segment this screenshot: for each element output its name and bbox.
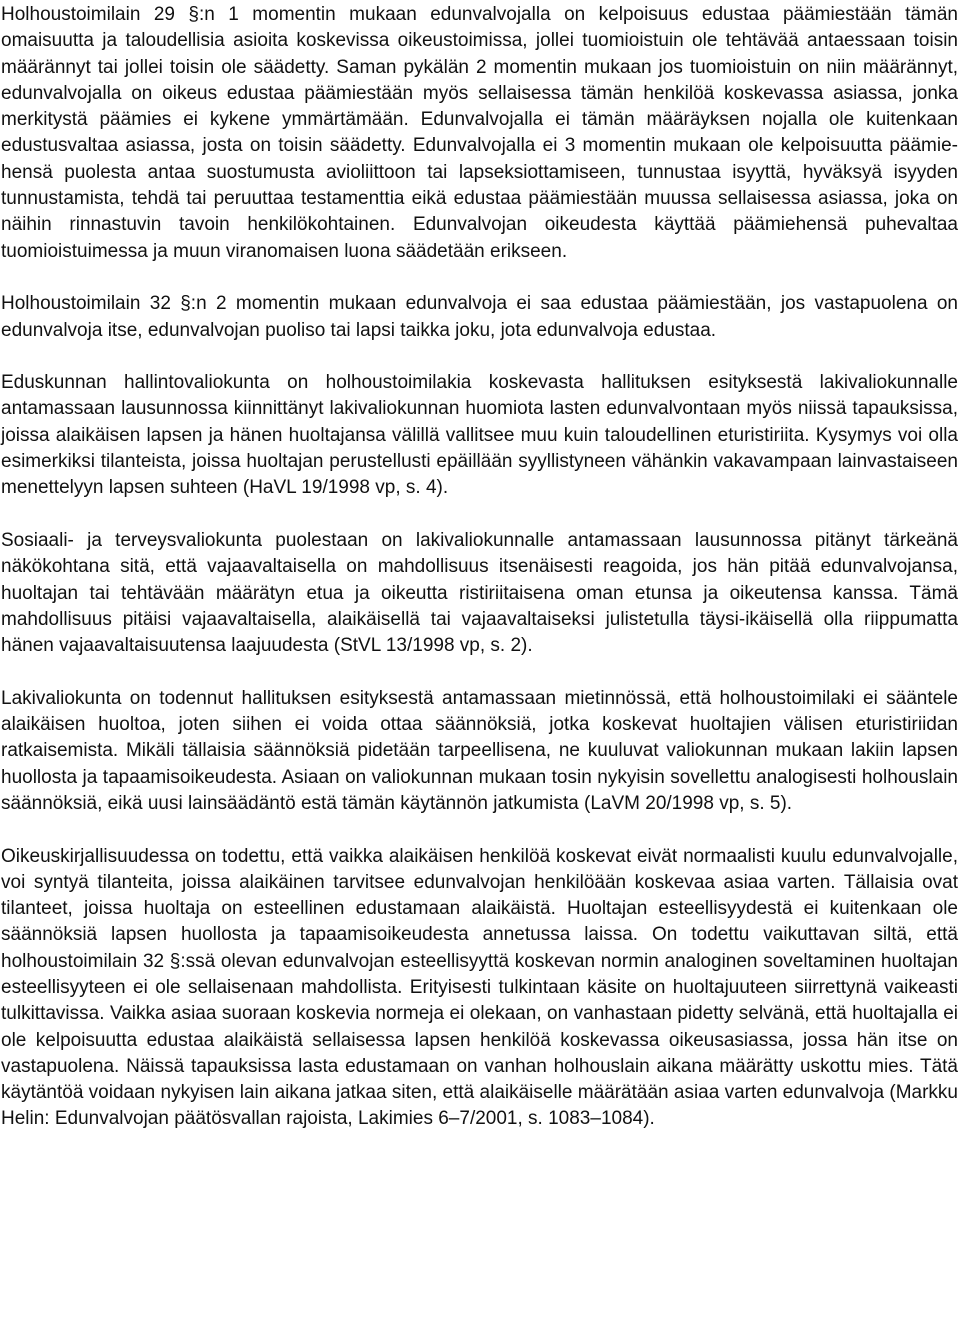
paragraph-legal-affairs-committee: Lakivaliokunta on todennut hallituksen esityksestä antamassaan mietinnössä, että holhoustoimilaki ei sääntele alaikäisen huoltoa, joten siihen ei voida ottaa säännöksiä, jotka koskevat huoltajien välisen eturistiriidan ratkaisemista. Mikäli tällaisia säännöksiä pidetään tarpeellisena, ne kuuluvat valiokunnan mukaan lakiin lapsen huollosta ja tapaamisoikeudesta. Asiaan on valiokunnan mukaan tosin nykyisin sovellettu analogisesti holhouslain säännöksiä, eikä uusi lainsäädäntö estä tämän käytännön jatkumista (LaVM 20/1998 vp, s. 5). — [1, 687, 958, 814]
paragraph-administration-committee: Eduskunnan hallintovaliokunta on holhoustoimilakia koskevasta hallituksen esityksestä lakivaliokunnalle antamassaan lausunnossa kiinnittänyt lakivaliokunnan huomiota lasten edunvalvontaan myös niissä tapauksissa, joissa alaikäisen lapsen ja hänen huoltajansa välillä vallitsee muu kuin taloudellinen eturistiriita. Kysymys voi olla esimerkiksi tilanteista, joissa huoltajan perustellusti epäillään syyllistyneen vähänkin vakavampaan lainvastaiseen menettelyyn lapsen suhteen (HaVL 19/1998 vp, s. 4). — [1, 372, 958, 499]
paragraph-social-affairs-committee: Sosiaali- ja terveysvaliokunta puolestaan on lakivaliokunnalle antamassaan lausunnossa pitänyt tärkeänä näkökohtana sitä, että vajaavaltaisella on mahdollisuus itsenäisesti reagoida, jos hän pitää edunvalvojansa, huoltajan tai tehtävään määrätyn etua ja oikeutta ristiriitaisena oman etunsa ja oikeutensa kanssa. Tämä mahdollisuus pitäisi vajaavaltaisella, alaikäisellä tai vajaavaltaiseksi julistetulla täysi-ikäisellä olla riippumatta hänen vajaavaltaisuutensa laajuudesta (StVL 13/1998 vp, s. 2). — [1, 529, 958, 657]
paragraph-guardian-competence: Holhoustoimilain 29 §:n 1 momentin mukaan edunvalvojalla on kelpoisuus edustaa päämiestään tämän omaisuutta ja taloudellisia asioita koskevissa oikeustoimissa, jollei tuomioistuin ole tehtävää antaessaan toisin määrännyt tai jollei toisin ole säädetty. Saman pykälän 2 momentin mukaan jos tuomioistuin on niin määrännyt, edunvalvojalla on oikeus edustaa päämiestään myös sellaisessa tämän henkilöä koskevassa asiassa, jonka merkitystä päämies ei kykene ymmärtämään. Edunvalvojalla ei tämän määräyksen nojalla ole kuitenkaan edustusvaltaa asiassa, josta on toisin säädetty. Edunvalvojalla ei 3 momentin mukaan ole kelpoisuutta päämiehensä puolesta antaa suostumusta avioliittoon tai lapseksiottamiseen, tunnustaa isyyttä, hyväksyä isyyden tunnustamista, tehdä tai peruuttaa testamenttia eikä edustaa päämiestään muussa sellaisessa asiassa, joka on näihin rinnastuvin tavoin henkilökohtainen. Edunvalvojan oikeudesta käyttää päämiehensä puhevaltaa tuomioistuimessa ja muun viranomaisen luona säädetään erikseen. — [1, 4, 958, 262]
paragraph-legal-literature: Oikeuskirjallisuudessa on todettu, että vaikka alaikäisen henkilöä koskevat eivät normaalisti kuulu edunvalvojalle, voi syntyä tilanteita, joissa alaikäinen tarvitsee edunvalvojan henkilöään koskevaa asiaa varten. Tällaisia ovat tilanteet, joissa huoltaja on esteellinen edustamaan alaikäistä. Huoltajan esteellisyydestä ei kuitenkaan ole säännöksiä lapsen huollosta ja tapaamisoikeudesta annetussa laissa. On todettu vaikuttavan siltä, että holhoustoimilain 32 §:ssä olevan edunvalvojan esteellisyyttä koskevan normin analoginen soveltaminen huoltajan esteellisyyteen ei ole sellaisenaan mahdollista. Erityisesti tulkintaan käsite on huoltajuuteen siirrettynä vaikeasti tulkittavissa. Vaikka asiaa suoraan koskevia normeja ei olekaan, on vanhastaan pidetty selvänä, että huoltajalla ei ole kelpoisuutta edustaa alaikäistä sellaisessa lapsen henkilöä koskevassa oikeusasiassa, jossa hän itse on vastapuolena. Näissä tapauksissa lasta edustamaan on vanhan holhouslain aikana määrätty uskottu mies. Tätä käytäntöä voidaan nykyisen lain aikana jatkaa siten, että alaikäiselle määrätään asiaa varten edunvalvoja (Markku Helin: Edunvalvojan päätösvallan rajoista, Lakimies 6–7/2001, s. 1083–1084). — [1, 845, 958, 1130]
paragraph-guardian-conflict-of-interest: Holhoustoimilain 32 §:n 2 momentin mukaan edunvalvoja ei saa edustaa päämiestään, jos vastapuolena on edunvalvoja itse, edunvalvojan puoliso tai lapsi taikka joku, jota edunvalvoja edustaa. — [1, 293, 958, 341]
